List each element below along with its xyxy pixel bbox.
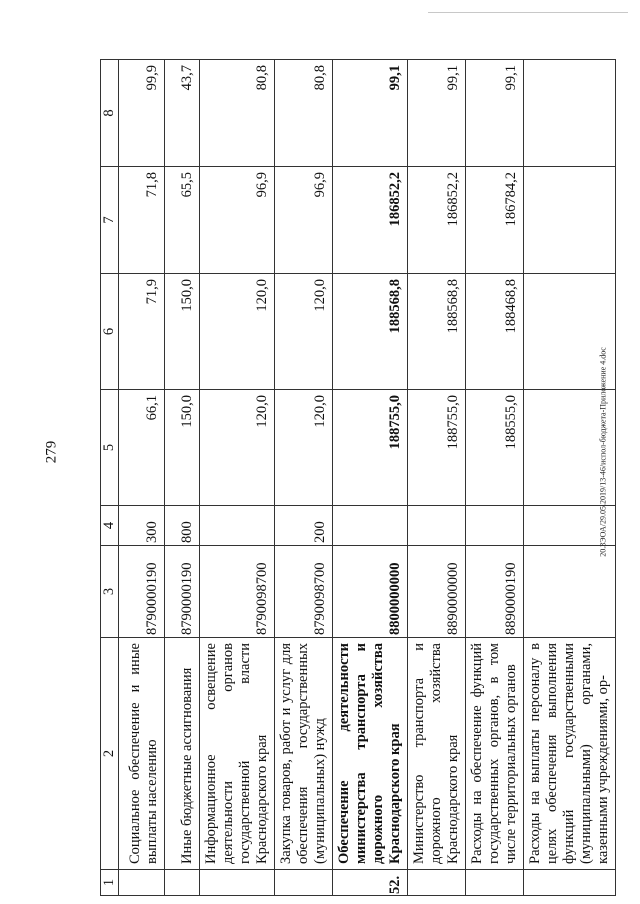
row-number: 52.	[333, 870, 408, 896]
row-col5-value: 188755,0	[408, 390, 466, 506]
row-code: 8800000000	[333, 546, 408, 638]
row-col6-value: 71,9	[119, 274, 165, 390]
row-code: 8890000000	[408, 546, 466, 638]
row-expense-type	[200, 506, 275, 546]
row-col6-value: 188468,8	[466, 274, 524, 390]
table-header-row	[101, 60, 119, 896]
row-code: 8790000190	[119, 546, 165, 638]
table-row	[275, 60, 333, 896]
row-col8-value: 99,1	[333, 60, 408, 167]
row-description: Обеспечение деятельности министерства транспорта и дорожного хозяйства Краснодарского края	[333, 638, 408, 870]
row-number	[408, 870, 466, 896]
row-number	[165, 870, 200, 896]
row-col8-value: 80,8	[275, 60, 333, 167]
row-description: Министерство транспорта и дорожного хозяйства Краснодарского края	[408, 638, 466, 870]
row-code	[524, 546, 616, 638]
top-rule	[428, 12, 628, 13]
row-description: Иные бюджетные ассигнования	[165, 638, 200, 870]
row-col7-value: 186852,2	[333, 167, 408, 274]
header-cell-5: 5	[101, 390, 119, 506]
row-description: Расходы на обеспечение функций государственных органов, в том числе территориальных органов	[466, 638, 524, 870]
row-col6-value: 120,0	[200, 274, 275, 390]
row-expense-type	[524, 506, 616, 546]
row-col7-value	[524, 167, 616, 274]
row-expense-type: 300	[119, 506, 165, 546]
row-col7-value: 186784,2	[466, 167, 524, 274]
row-number	[466, 870, 524, 896]
row-description: Расходы на выплаты персоналу в целях обеспечения выполнения функций государственными (муниципальными) органами, казенными учреждениями, ор-	[524, 638, 616, 870]
row-col8-value: 99,1	[408, 60, 466, 167]
row-code: 8890000190	[466, 546, 524, 638]
row-col8-value	[524, 60, 616, 167]
row-col5-value: 120,0	[200, 390, 275, 506]
table-row	[466, 60, 524, 896]
table-row	[524, 60, 616, 896]
row-number	[275, 870, 333, 896]
row-code: 8790000190	[165, 546, 200, 638]
row-col7-value: 96,9	[200, 167, 275, 274]
row-col6-value: 188568,8	[333, 274, 408, 390]
table-row	[200, 60, 275, 896]
table-row	[165, 60, 200, 896]
row-number	[524, 870, 616, 896]
row-number	[119, 870, 165, 896]
row-expense-type	[466, 506, 524, 546]
budget-table	[100, 59, 616, 896]
row-col8-value: 80,8	[200, 60, 275, 167]
row-expense-type: 200	[275, 506, 333, 546]
row-col8-value: 43,7	[165, 60, 200, 167]
header-cell-2: 2	[101, 638, 119, 870]
row-col7-value: 71,8	[119, 167, 165, 274]
header-cell-7: 7	[101, 167, 119, 274]
header-cell-6: 6	[101, 274, 119, 390]
row-col6-value: 120,0	[275, 274, 333, 390]
row-col6-value: 188568,8	[408, 274, 466, 390]
table-row	[119, 60, 165, 896]
row-col5-value: 66,1	[119, 390, 165, 506]
header-cell-4: 4	[101, 506, 119, 546]
table-row	[408, 60, 466, 896]
row-description: Информационное освещение деятельности органов государственной власти Краснодарского края	[200, 638, 275, 870]
row-description: Социальное обеспечение и иные выплаты населению	[119, 638, 165, 870]
row-col7-value: 96,9	[275, 167, 333, 274]
table-body	[119, 60, 616, 896]
table-row	[333, 60, 408, 896]
row-col8-value: 99,9	[119, 60, 165, 167]
row-expense-type	[333, 506, 408, 546]
row-number	[200, 870, 275, 896]
row-col5-value: 188555,0	[466, 390, 524, 506]
file-path-footer: 20.3ЭОА/29.05.2019/13-46/испол-бюджета-Приложение 4.doc	[598, 347, 608, 557]
row-col5-value: 188755,0	[333, 390, 408, 506]
row-col5-value	[524, 390, 616, 506]
row-col7-value: 65,5	[165, 167, 200, 274]
row-col6-value: 150,0	[165, 274, 200, 390]
row-col6-value	[524, 274, 616, 390]
header-cell-8: 8	[101, 60, 119, 167]
row-expense-type: 800	[165, 506, 200, 546]
row-col8-value: 99,1	[466, 60, 524, 167]
header-cell-3: 3	[101, 546, 119, 638]
row-description: Закупка товаров, работ и услуг для обеспечения государственных (муниципальных) нужд	[275, 638, 333, 870]
row-code: 8790098700	[200, 546, 275, 638]
header-cell-1: 1	[101, 870, 119, 896]
row-col5-value: 150,0	[165, 390, 200, 506]
row-expense-type	[408, 506, 466, 546]
row-col5-value: 120,0	[275, 390, 333, 506]
row-col7-value: 186852,2	[408, 167, 466, 274]
page-number: 279	[43, 440, 60, 464]
row-code: 8790098700	[275, 546, 333, 638]
